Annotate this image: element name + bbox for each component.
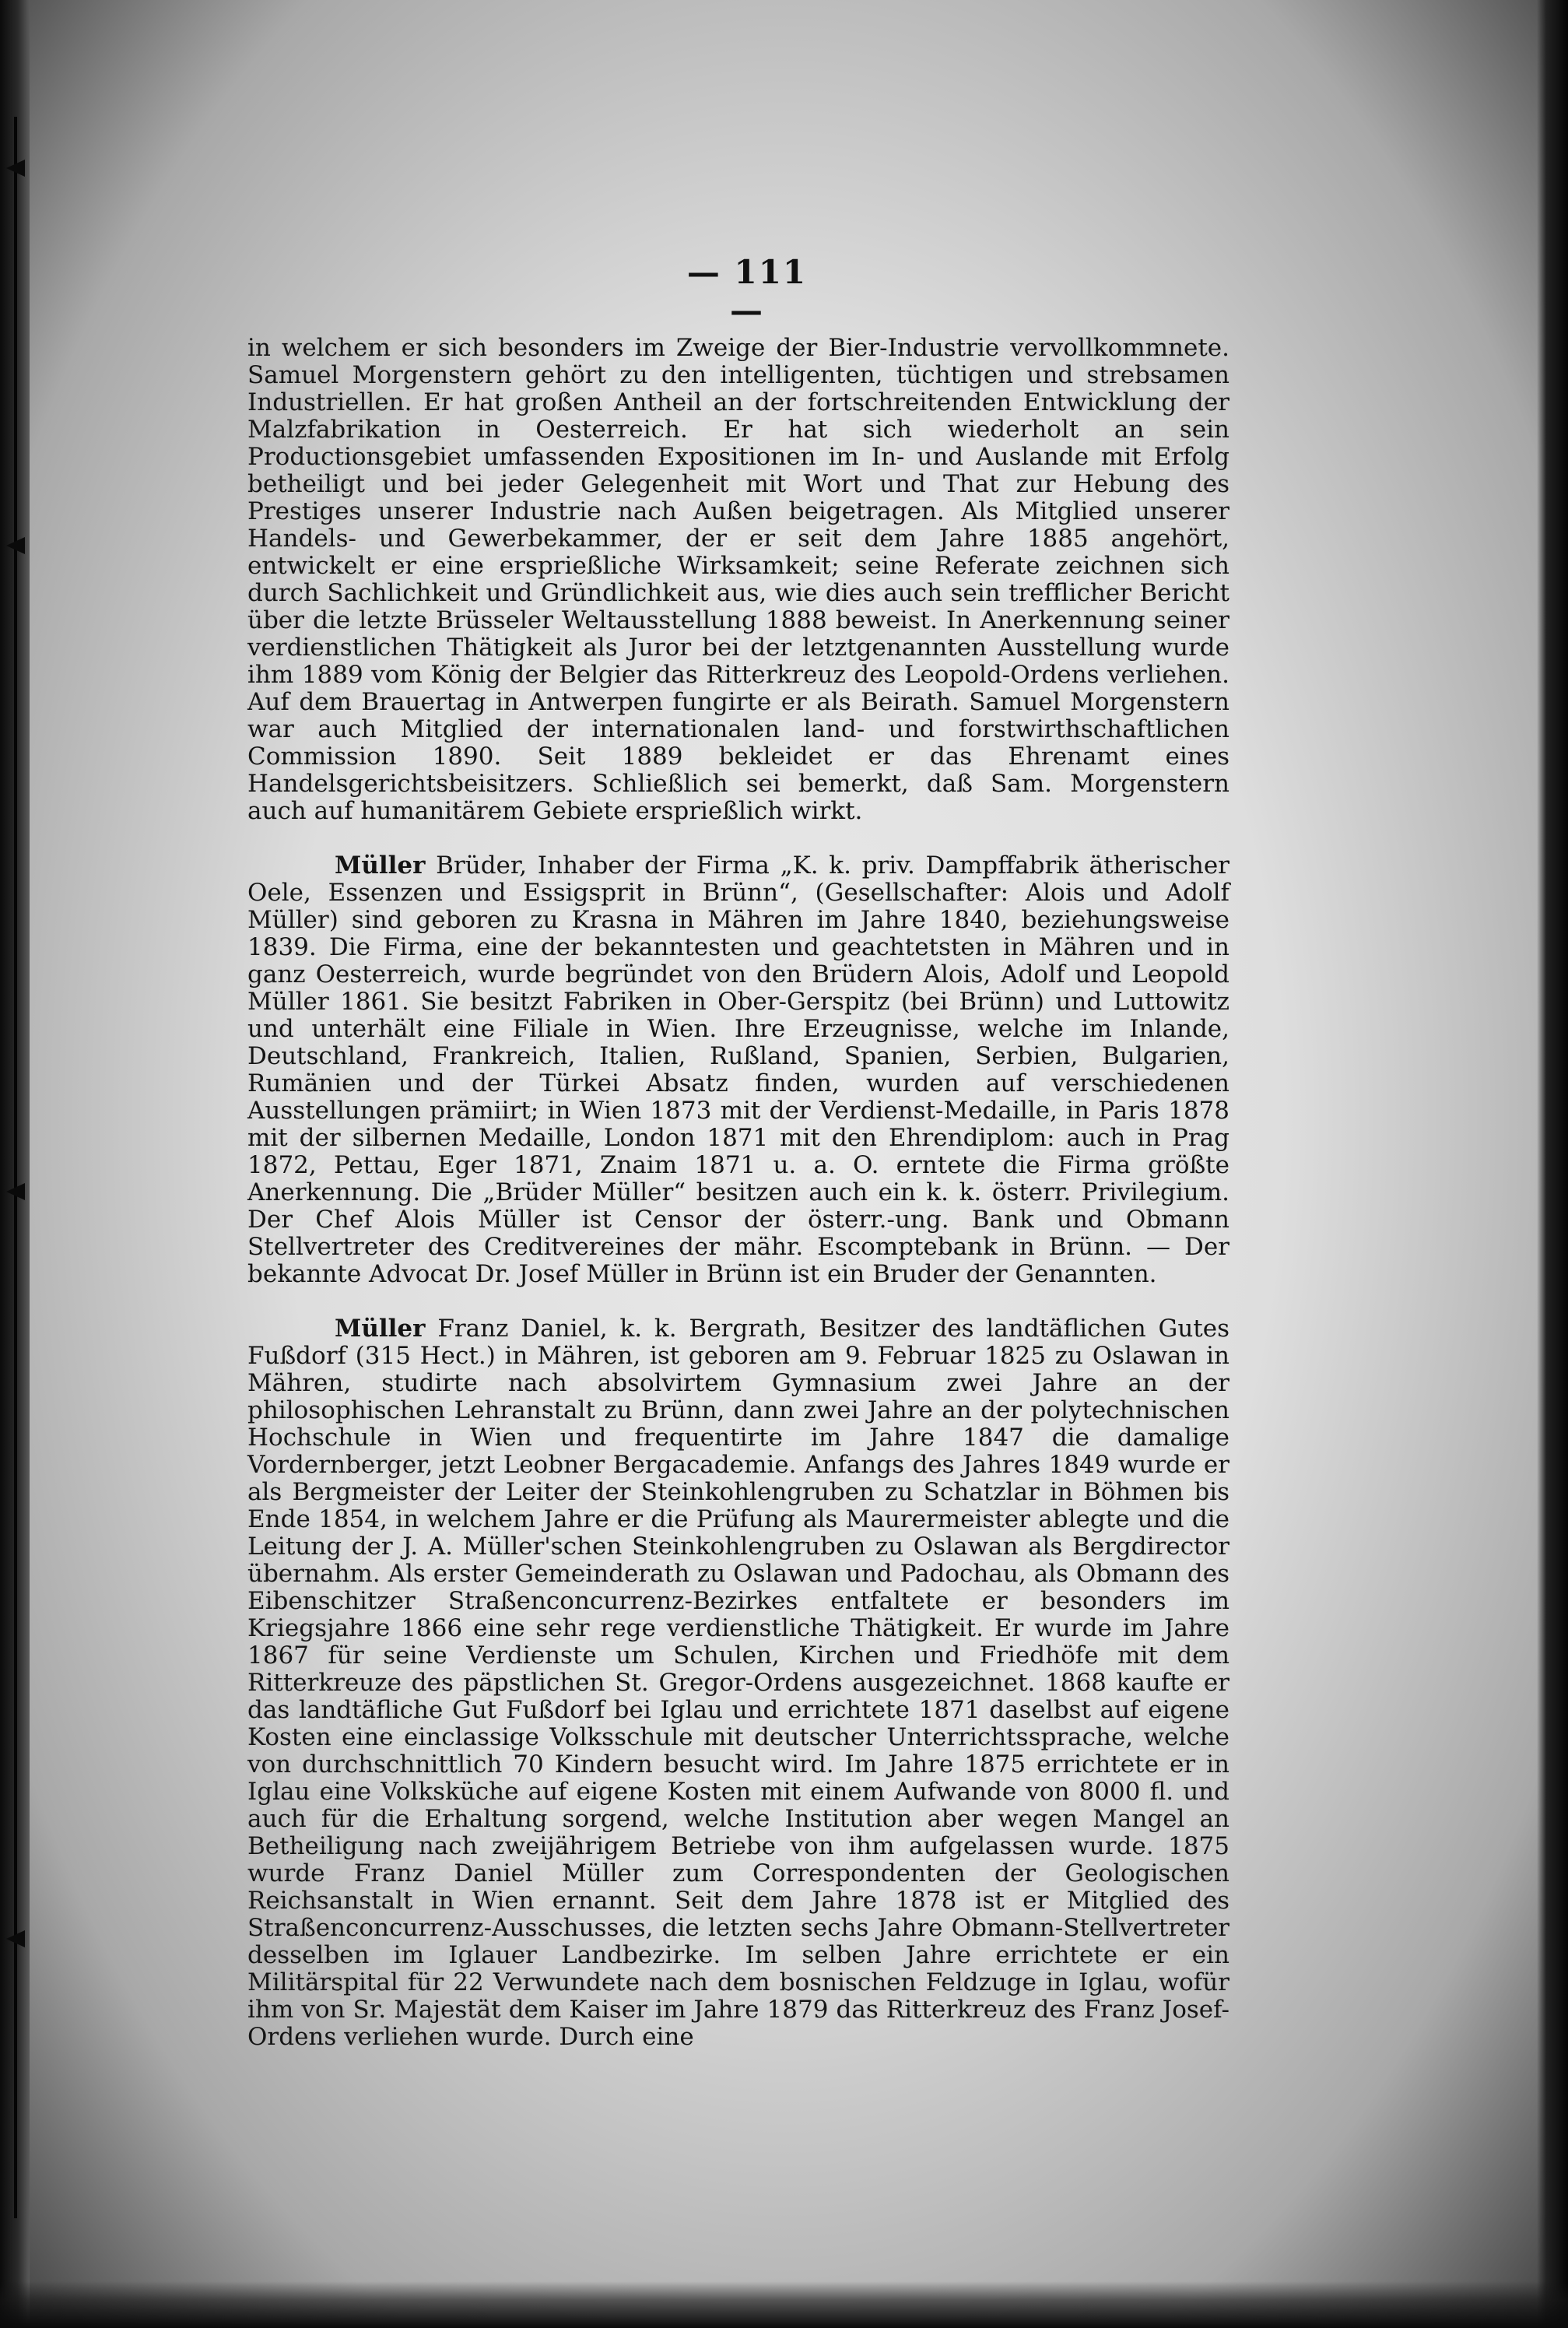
paragraph-mueller-brueder — [247, 852, 1229, 1288]
paragraph-text: Franz Daniel, k. k. Bergrath, Besitzer des landtäflichen Gutes Fußdorf (315 Hect.) in Mähren, ist geboren am 9. Februar 1825 zu Oslawan in Mähren, studirte nach absolvirtem Gymnasium zwei Jahre an der philosophischen Lehranstalt zu Brünn, dann zwei Jahre an der polytechnischen Hochschule in Wien und frequentirte im Jahre 1847 die damalige Vordernberger, jetzt Leobner Bergacademie. Anfangs des Jahres 1849 wurde er als Bergmeister der Leiter der Steinkohlengruben zu Schatzlar in Böhmen bis Ende 1854, in welchem Jahre er die Prüfung als Maurermeister ablegte und die Leitung der J. A. Müller'schen Steinkohlengruben zu Oslawan als Bergdirector übernahm. Als erster Gemeinderath zu Oslawan und Padochau, als Obmann des Eibenschitzer Straßenconcurrenz-Bezirkes entfaltete er besonders im Kriegsjahre 1866 eine sehr rege verdienstliche Thätigkeit. Er wurde im Jahre 1867 für seine Verdienste um Schulen, Kirchen und Friedhöfe mit dem Ritterkreuze des päpstlichen St. Gregor-Ordens ausgezeichnet. 1868 kaufte er das landtäfliche Gut Fußdorf bei Iglau und errichtete 1871 daselbst auf eigene Kosten eine einclassige Volksschule mit deutscher Unterrichtssprache, welche von durchschnittlich 70 Kindern besucht wird. Im Jahre 1875 errichtete er in Iglau eine Volksküche auf eigene Kosten mit einem Aufwande von 8000 fl. und auch für die Erhaltung sorgend, welche Institution aber wegen Mangel an Betheiligung nach zweijährigem Betriebe von ihm aufgelassen wurde. 1875 wurde Franz Daniel Müller zum Correspondenten der Geologischen Reichsanstalt in Wien ernannt. Seit dem Jahre 1878 ist er Mitglied des Straßenconcurrenz-Ausschusses, die letzten sechs Jahre Obmann-Stellvertreter desselben im Iglauer Landbezirke. Im selben Jahre errichtete er ein Militärspital für 22 Verwundete nach dem bosnischen Feldzuge in Iglau, wofür ihm von Sr. Majestät dem Kaiser im Jahre 1879 das Ritterkreuz des Franz Josef-Ordens verliehen wurde. Durch eine — [247, 1315, 1229, 2051]
entry-name: Müller — [335, 1315, 426, 1343]
spine-line — [14, 117, 17, 2218]
paragraph-text: in welchem er sich besonders im Zweige der Bier-Industrie vervollkommnete. Samuel Morgenstern gehört zu den intelligenten, tüchtigen und strebsamen Industriellen. Er hat großen Antheil an der fortschreitenden Entwicklung der Malzfabrikation in Oesterreich. Er hat sich wiederholt an sein Productionsgebiet umfassenden Expositionen im In- und Auslande mit Erfolg betheiligt und bei jeder Gelegenheit mit Wort und That zur Hebung des Prestiges unserer Industrie nach Außen beigetragen. Als Mitglied unserer Handels- und Gewerbekammer, der er seit dem Jahre 1885 angehört, entwickelt er eine ersprießliche Wirksamkeit; seine Referate zeichnen sich durch Sachlichkeit und Gründlichkeit aus, wie dies auch sein trefflicher Bericht über die letzte Brüsseler Weltausstellung 1888 beweist. In Anerkennung seiner verdienstlichen Thätigkeit als Juror bei der letztgenannten Ausstellung wurde ihm 1889 vom König der Belgier das Ritterkreuz des Leopold-Ordens verliehen. Auf dem Brauertag in Antwerpen fungirte er als Beirath. Samuel Morgenstern war auch Mitglied der internationalen land- und forstwirthschaftlichen Commission 1890. Seit 1889 bekleidet er das Ehrenamt eines Handelsgerichtsbeisitzers. Schließlich sei bemerkt, daß Sam. Morgenstern auch auf humanitärem Gebiete ersprießlich wirkt. — [247, 334, 1229, 825]
page-bottom-shadow — [0, 2281, 1568, 2328]
paragraph-morgenstern-continued — [247, 335, 1229, 825]
page-number: — 111 — — [686, 253, 808, 329]
page-edge-shadow — [1537, 0, 1568, 2328]
paragraph-text: Brüder, Inhaber der Firma „K. k. priv. Dampffabrik ätherischer Oele, Essenzen und Essigsprit in Brünn“, (Gesellschafter: Alois und Adolf Müller) sind geboren zu Krasna in Mähren im Jahre 1840, beziehungsweise 1839. Die Firma, eine der bekanntesten und geachtetsten in Mähren und in ganz Oesterreich, wurde begründet von den Brüdern Alois, Adolf und Leopold Müller 1861. Sie besitzt Fabriken in Ober-Gerspitz (bei Brünn) und Luttowitz und unterhält eine Filiale in Wien. Ihre Erzeugnisse, welche im Inlande, Deutschland, Frankreich, Italien, Rußland, Spanien, Serbien, Bulgarien, Rumänien und der Türkei Absatz finden, wurden auf verschiedenen Ausstellungen prämiirt; in Wien 1873 mit der Verdienst-Medaille, in Paris 1878 mit der silbernen Medaille, London 1871 mit den Ehrendiplom: auch in Prag 1872, Pettau, Eger 1871, Znaim 1871 u. a. O. erntete die Firma größte Anerkennung. Die „Brüder Müller“ besitzen auch ein k. k. österr. Privilegium. Der Chef Alois Müller ist Censor der österr.-ung. Bank und Obmann Stellvertreter des Creditvereines der mähr. Escomptebank in Brünn. — Der bekannte Advocat Dr. Josef Müller in Brünn ist ein Bruder der Genannten. — [247, 851, 1229, 1288]
body-text — [247, 335, 1229, 2051]
entry-name: Müller — [335, 851, 426, 880]
paragraph-mueller-franz-daniel — [247, 1315, 1229, 2051]
